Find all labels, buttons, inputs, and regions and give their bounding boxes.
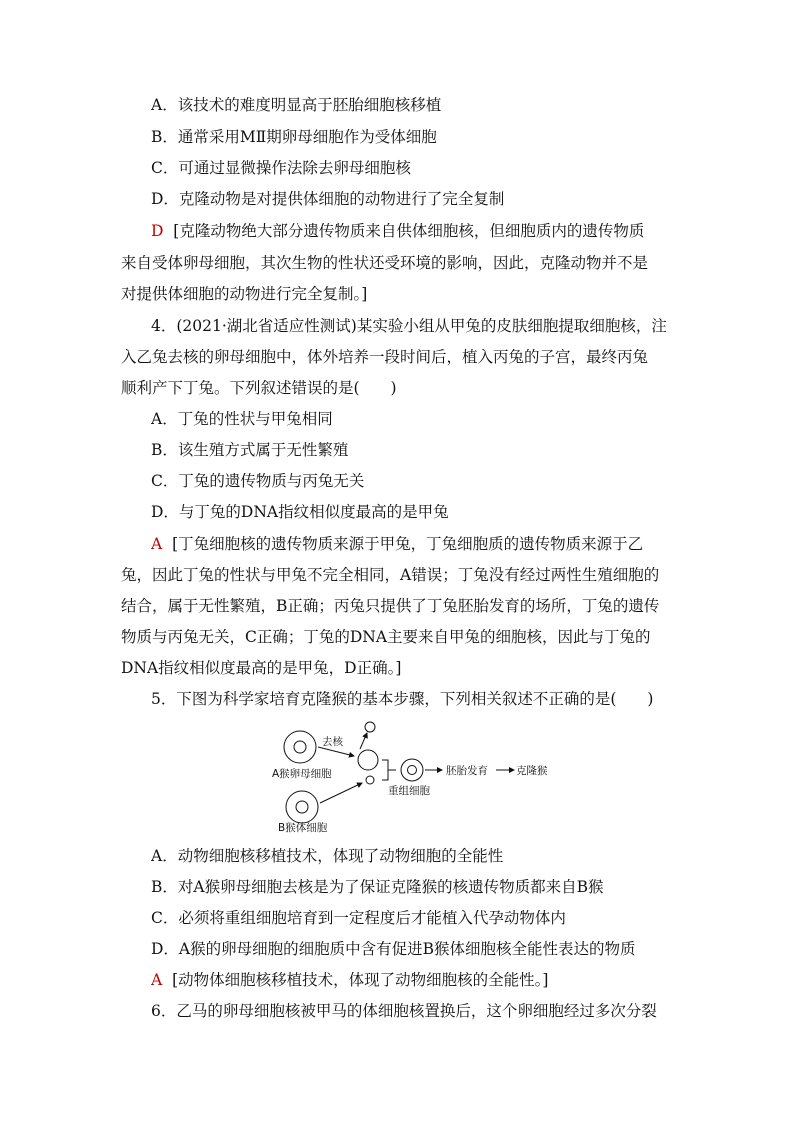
q4-option-c: C．丁兔的遗传物质与丙兔无关 [151, 472, 365, 490]
q5-explanation-text: [动物体细胞核移植技术，体现了动物细胞核的全能性。] [172, 971, 549, 989]
q6-stem-line: 6．乙马的卵母细胞核被甲马的体细胞核置换后，这个卵细胞经过多次分裂 [151, 1002, 657, 1020]
q3-option-a: A．该技术的难度明显高于胚胎细胞核移植 [151, 96, 442, 114]
q4-option-a: A．丁兔的性状与甲兔相同 [151, 410, 333, 428]
recombined-label: 重组细胞 [388, 785, 430, 797]
arrow-remove [318, 747, 354, 756]
somatic-cell [286, 791, 318, 823]
q4-stem-line: 顺利产下丁兔。下列叙述错误的是( ) [121, 379, 397, 397]
q5-option-d: D．A猴的卵母细胞的细胞质中含有促进B猴体细胞核全能性表达的物质 [151, 940, 636, 958]
q4-option-d: D．与丁兔的DNA指纹相似度最高的是甲兔 [151, 503, 449, 521]
remove-nucleus-label: 去核 [322, 736, 343, 748]
q4-option-b: B．该生殖方式属于无性繁殖 [151, 441, 349, 459]
q4-stem-line: 4．(2021·湖北省适应性测试)某实验小组从甲兔的皮肤细胞提取细胞核，注 [151, 317, 667, 335]
q3-option-b: B．通常采用MⅡ期卵母细胞作为受体细胞 [151, 128, 437, 146]
q3-explanation-line: 对提供体细胞的动物进行完全复制。] [121, 285, 368, 303]
q4-explanation-line [151, 534, 681, 554]
arrow-somatic [320, 783, 362, 803]
embryo-label: 胚胎发育 [446, 765, 488, 777]
q4-answer: A [151, 535, 163, 553]
q4-explanation-text: [丁兔细胞核的遗传物质来源于甲兔，丁兔细胞质的遗传物质来源于乙 [172, 535, 644, 553]
q3-explanation-text: [克隆动物绝大部分遗传物质来自供体细胞核，但细胞质内的遗传物质 [173, 222, 645, 240]
q5-stem-line: 5．下图为科学家培育克隆猴的基本步骤，下列相关叙述不正确的是( ) [151, 690, 654, 708]
q3-option-d: D．克隆动物是对提供体细胞的动物进行了完全复制 [151, 190, 505, 208]
q3-answer: D [151, 222, 164, 240]
enucleated-oocyte [358, 750, 378, 770]
removed-nucleus [365, 722, 375, 732]
merge-bracket [382, 760, 396, 780]
q4-explanation-line: 结合，属于无性繁殖，B正确；丙兔只提供了丁兔胚胎发育的场所，丁兔的遗传 [121, 597, 660, 615]
q5-explanation-line [151, 970, 681, 990]
clone-label: 克隆猴 [516, 765, 548, 777]
clone-monkey-diagram [270, 717, 570, 837]
somatic-nucleus [366, 776, 374, 784]
recombined-cell [401, 759, 423, 781]
q5-option-b: B．对A猴卵母细胞去核是为了保证克隆猴的核遗传物质都来自B猴 [151, 878, 604, 896]
q4-explanation-line: 物质与丙兔无关，C正确；丁兔的DNA主要来自甲兔的细胞核，因此与丁兔的 [121, 628, 651, 646]
q5-option-a: A．动物细胞核移植技术，体现了动物细胞的全能性 [151, 847, 504, 865]
q4-explanation-line: 兔，因此丁兔的性状与甲兔不完全相同，A错误；丁兔没有经过两性生殖细胞的 [121, 566, 660, 584]
q3-explanation-line [151, 221, 681, 241]
somatic-label: B猴体细胞 [278, 822, 328, 834]
q5-answer: A [151, 971, 163, 989]
arrow-nucleus [360, 733, 367, 749]
q5-option-c: C．必须将重组细胞培育到一定程度后才能植入代孕动物体内 [151, 909, 566, 927]
q4-stem-line: 入乙兔去核的卵母细胞中，体外培养一段时间后，植入丙兔的子宫，最终丙兔 [121, 348, 649, 366]
oocyte-cell [284, 731, 316, 763]
q4-explanation-line: DNA指纹相似度最高的是甲兔，D正确。] [121, 659, 402, 677]
q3-explanation-line: 来自受体卵母细胞，其次生物的性状还受环境的影响，因此，克隆动物并不是 [121, 254, 649, 272]
oocyte-label: A猴卵母细胞 [272, 768, 332, 780]
q3-option-c: C．可通过显微操作法除去卵母细胞核 [151, 159, 411, 177]
